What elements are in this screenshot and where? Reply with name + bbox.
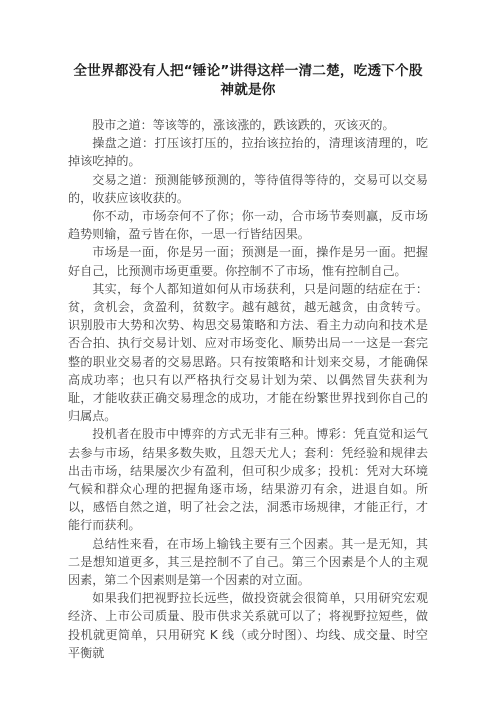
paragraph: 总结性来看，在市场上输钱主要有三个因素。其一是无知，其二是想知道更多，其三是控制不了自己。第三个因素是个人的主观因素，第二个因素则是第一个因素的对立面。: [68, 536, 428, 588]
paragraph: 交易之道：预测能够预测的，等待值得等待的，交易可以交易的，收获应该收获的。: [68, 172, 428, 205]
paragraph: 你不动，市场奈何不了你；你一动，合市场节奏则赢，反市场趋势则输，盈亏皆在你，一思一行皆结因果。: [68, 209, 428, 242]
paragraph: 股市之道：等该等的，涨该涨的，跌该跌的，灭该灭的。: [92, 118, 395, 132]
article-title: 全世界都没有人把“锤论”讲得这样一清二楚，吃透下个股神就是你: [73, 63, 423, 98]
article-body: [68, 116, 428, 662]
paragraph: 投机者在股市中博弈的方式无非有三种。博彩：凭直觉和运气去参与市场，结果多数失败，且怨天尤人；套利：凭经验和规律去出击市场，结果屡次少有盈利，但可积少成多；投机：凭对大环境气候和群众心理的把握角逐市场，结果游刃有余，进退自如。所以，感悟自然之道，明了社会之法，洞悉市场规律，才能正行，才能行而获利。: [68, 427, 428, 533]
paragraph: 市场是一面，你是另一面；预测是一面，操作是另一面。把握好自己，比预测市场更重要。你控制不了市场，惟有控制自己。: [68, 245, 428, 278]
paragraph: 操盘之道：打压该打压的，拉抬该拉抬的，清理该清理的，吃掉该吃掉的。: [68, 136, 428, 169]
paragraph: 其实，每个人都知道如何从市场获利，只是问题的结症在于：贫，贪机会，贪盈利，贫数字。越有越贫，越无越贪，由贪转亏。识别股市大势和次势、构思交易策略和方法、看主力动向和技术是否合拍、执行交易计划、应对市场变化、顺势出局一一这是一套完整的职业交易者的交易思路。只有按策略和计划来交易，才能确保高成功率；也只有以严格执行交易计划为荣、以偶然冒失获利为耻，才能收获正确交易理念的成功，才能在纷繁世界找到你自己的归属点。: [68, 281, 428, 424]
paragraph: 如果我们把视野拉长远些，做投资就会很简单，只用研究宏观经济、上市公司质量、股市供求关系就可以了；将视野拉短些，做投机就更简单，只用研究 K 线（或分时图）、均线、成交量、时空平衡就: [68, 591, 428, 660]
